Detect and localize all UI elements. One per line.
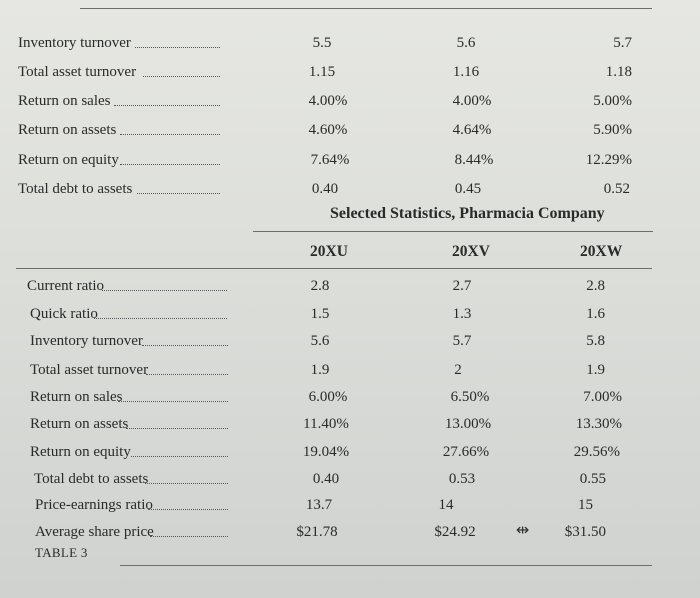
table-row — [0, 468, 700, 490]
value-col2: 6.50% — [450, 389, 490, 405]
value-col1: 6.00% — [308, 389, 348, 405]
value-col1: $21.78 — [296, 524, 338, 540]
value-col1: 1.5 — [310, 306, 330, 322]
value-col3: 1.9 — [586, 362, 605, 378]
row-label: Total asset turnover — [18, 64, 137, 80]
dot-leader — [146, 374, 228, 375]
value-col1: 19.04% — [302, 444, 350, 460]
value-col1: 4.00% — [308, 93, 348, 109]
dot-leader — [94, 318, 227, 319]
dot-leader — [114, 105, 220, 106]
value-col3: $31.50 — [564, 524, 606, 540]
value-col3: 5.00% — [593, 93, 632, 109]
value-col3: 5.7 — [613, 35, 632, 51]
value-col1: 1.15 — [308, 64, 336, 80]
value-col2: 8.44% — [454, 152, 494, 168]
table-row — [0, 149, 700, 171]
row-label: Total debt to assets — [34, 471, 149, 487]
value-col1: 13.7 — [305, 497, 333, 513]
table-row — [0, 441, 700, 463]
row-label: Return on equity — [30, 444, 131, 460]
value-col2: 5.6 — [456, 35, 476, 51]
value-col3: 1.6 — [586, 306, 605, 322]
row-label: Total debt to assets — [18, 181, 133, 197]
value-col2: 2 — [454, 362, 462, 378]
row-label: Quick ratio — [30, 306, 98, 322]
value-col2: $24.92 — [434, 524, 476, 540]
dot-leader — [126, 428, 228, 429]
row-label: Average share price — [35, 524, 154, 540]
table-row — [0, 303, 700, 325]
value-col2: 4.00% — [452, 93, 492, 109]
bottom-rule — [120, 565, 652, 566]
table-row — [0, 330, 700, 352]
table-row — [0, 359, 700, 381]
row-label: Inventory turnover — [30, 333, 143, 349]
value-col1: 1.9 — [310, 362, 330, 378]
value-col2: 5.7 — [452, 333, 472, 349]
dot-leader — [131, 456, 228, 457]
row-label: Return on assets — [18, 122, 117, 138]
row-label: Price-earnings ratio — [35, 497, 153, 513]
value-col3: 29.56% — [573, 444, 620, 460]
value-col2: 1.16 — [452, 64, 480, 80]
row-label: Total asset turnover — [30, 362, 149, 378]
row-label: Return on assets — [30, 416, 129, 432]
value-col2: 27.66% — [442, 444, 490, 460]
dot-leader — [135, 47, 220, 48]
value-col3: 7.00% — [583, 389, 622, 405]
table-row — [0, 494, 700, 516]
dot-leader — [148, 509, 228, 510]
value-col3: 13.30% — [575, 416, 622, 432]
dot-leader — [142, 345, 228, 346]
value-col1: 4.60% — [308, 122, 348, 138]
table-row — [0, 90, 700, 112]
value-col3: 1.18 — [605, 64, 632, 80]
value-col3: 0.52 — [603, 181, 630, 197]
table-row — [0, 386, 700, 408]
value-col3: 5.8 — [586, 333, 605, 349]
table-row — [0, 61, 700, 83]
resize-horizontal-icon: ⇹ — [516, 520, 530, 539]
value-col2: 13.00% — [444, 416, 492, 432]
value-col1: 2.8 — [310, 278, 330, 294]
dot-leader — [143, 76, 220, 77]
value-col2: 4.64% — [452, 122, 492, 138]
table-title: Selected Statistics, Pharmacia Company — [330, 205, 605, 222]
value-col3: 5.90% — [593, 122, 632, 138]
value-col2: 0.53 — [448, 471, 476, 487]
value-col3: 12.29% — [585, 152, 632, 168]
table-caption: TABLE 3 — [35, 545, 88, 560]
value-col1: 0.40 — [312, 471, 340, 487]
dot-leader — [150, 536, 228, 537]
top-rule — [80, 8, 652, 9]
dot-leader — [120, 164, 220, 165]
dot-leader — [137, 193, 220, 194]
column-header: 20XV — [452, 243, 490, 260]
value-col1: 11.40% — [303, 416, 349, 432]
value-col3: 0.55 — [579, 471, 606, 487]
value-col3: 15 — [578, 497, 593, 513]
dot-leader — [145, 483, 228, 484]
value-col1: 5.6 — [310, 333, 330, 349]
row-label: Return on equity — [18, 152, 119, 168]
column-header: 20XU — [310, 243, 348, 260]
value-col3: 2.8 — [586, 278, 605, 294]
table-row — [0, 521, 700, 543]
row-label: Return on sales — [18, 93, 111, 109]
table-row — [0, 32, 700, 54]
value-col2: 1.3 — [452, 306, 472, 322]
row-label: Return on sales — [30, 389, 123, 405]
header-rule — [16, 268, 652, 269]
value-col2: 14 — [438, 497, 454, 513]
value-col1: 7.64% — [310, 152, 350, 168]
column-header: 20XW — [580, 243, 623, 260]
table-row — [0, 119, 700, 141]
table-row — [0, 275, 700, 297]
table-row — [0, 413, 700, 435]
dot-leader — [118, 401, 228, 402]
dot-leader — [120, 134, 220, 135]
value-col2: 2.7 — [452, 278, 472, 294]
value-col1: 5.5 — [312, 35, 332, 51]
dot-leader — [102, 290, 227, 291]
row-label: Inventory turnover — [18, 35, 131, 51]
title-rule — [253, 231, 653, 232]
table-row — [0, 178, 700, 200]
value-col2: 0.45 — [454, 181, 482, 197]
value-col1: 0.40 — [311, 181, 339, 197]
row-label: Current ratio — [27, 278, 105, 294]
